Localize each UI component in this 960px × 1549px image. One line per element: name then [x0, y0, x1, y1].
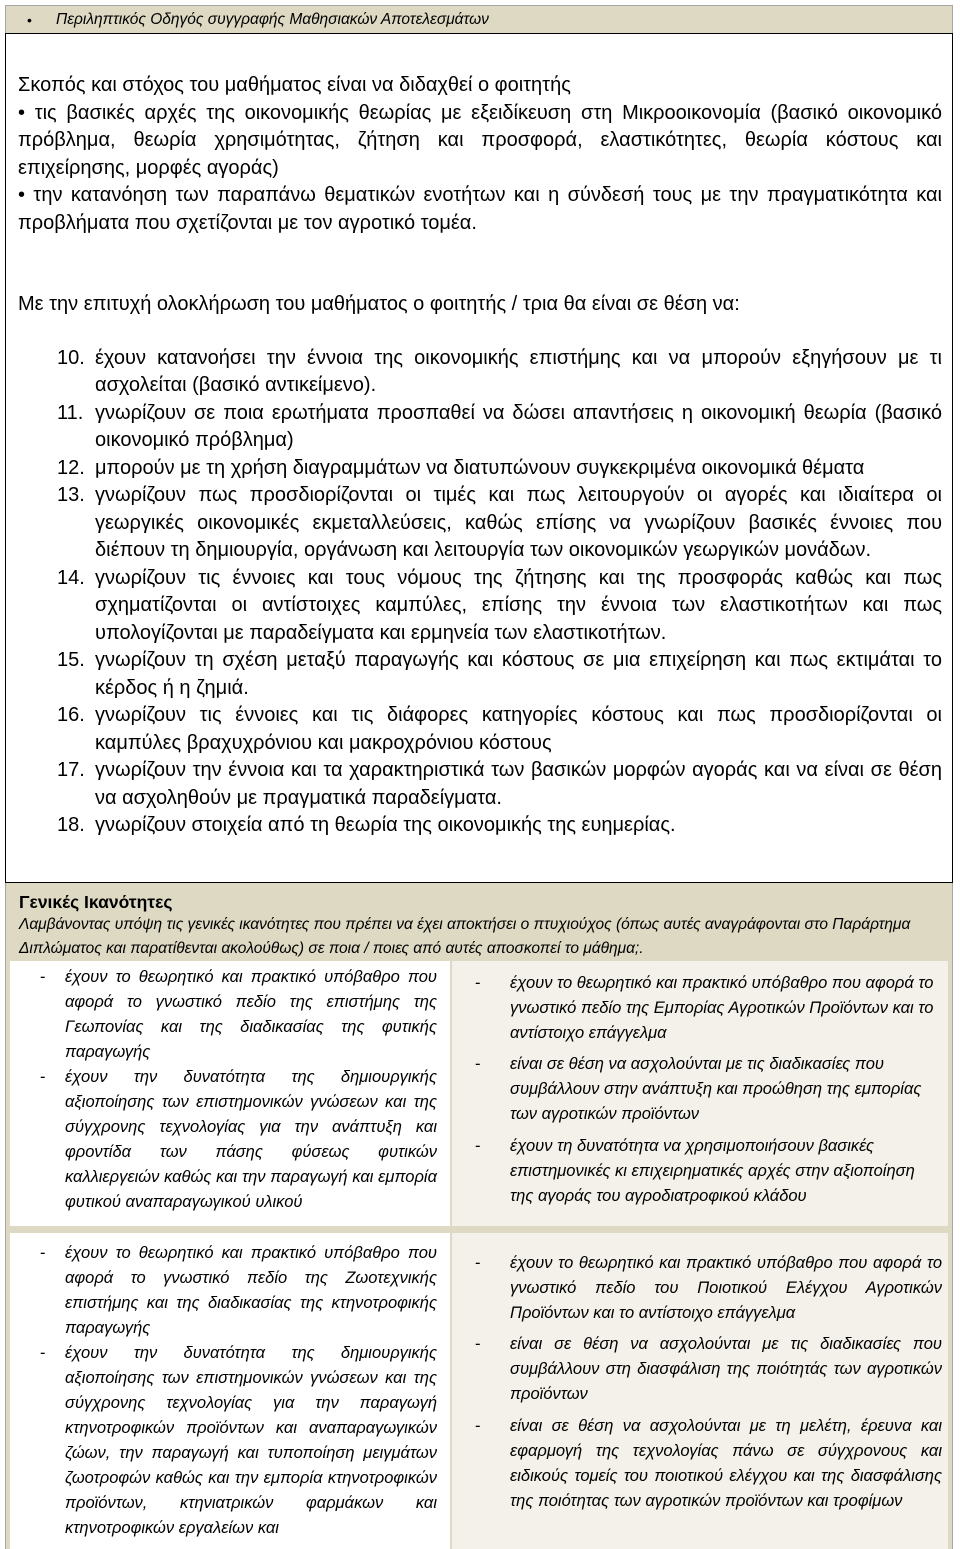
competences-description: Λαμβάνοντας υπόψη τις γενικές ικανότητες που πρέπει να έχει αποκτήσει ο πτυχιούχος (όπως αυτές αναγράφονται στο Παράρτημα Διπλώματος και παρατίθενται ακολούθως) σε ποια / ποιες από αυτές αποσκοπεί το μάθημα;.: [19, 916, 911, 957]
competences-cell-right: [452, 961, 948, 1226]
competence-text: είναι σε θέση να ασχολούνται με τη μελέτη, έρευνα και εφαρμογή της τεχνολογίας πάνω σε σύγχρονους και ειδικούς τομείς του ποιοτικού ελέγχου και της διασφάλισης της ποιότητας των αγροτικών προϊόντων και τροφίμων: [510, 1416, 942, 1510]
competence-text: είναι σε θέση να ασχολούνται με τις διαδικασίες που συμβάλλουν στην ανάπτυξη και προώθηση της εμπορίας των αγροτικών προϊόντων: [510, 1055, 922, 1123]
outcome-text: γνωρίζουν τις έννοιες και τους νόμους της ζήτησης και της προσφοράς καθώς και πως σχηματίζονται οι αντίστοιχες καμπύλες, επίσης την έννοια των ελαστικοτήτων και πως υπολογίζονται με παραδείγματα και ερμηνεία των ελαστικοτήτων.: [95, 566, 942, 644]
header-title: Περιληπτικός Οδηγός συγγραφής Μαθησιακών Αποτελεσμάτων: [56, 10, 489, 28]
dash-bullet-icon: -: [475, 1136, 481, 1155]
dash-bullet-icon: -: [475, 973, 481, 992]
competence-text: έχουν την δυνατότητα της δημιουργικής αξιοποίησης των επιστημονικών γνώσεων και της σύγχρονης τεχνολογίας για την παραγωγή κτηνοτροφικών προϊόντων και αναπαραγωγικών ζώων, την παραγωγή και τυποποίηση μειγμάτων ζωοτροφών καθώς και την εμπορία κτηνοτροφικών προϊόντων, κτηνιατρικών φαρμάκων και κτηνοτροφικών εργαλείων και: [65, 1343, 437, 1537]
guide-header-bar: [5, 5, 953, 33]
outcome-text: γνωρίζουν σε ποια ερωτήματα προσπαθεί να δώσει απαντήσεις η οικονομική θεωρία (βασικό οικονομικό πρόβλημα): [95, 401, 942, 451]
outcome-number: 16.: [57, 704, 85, 726]
learning-outcome-item: [18, 647, 942, 702]
competence-text: έχουν το θεωρητικό και πρακτικό υπόβαθρο που αφορά το γνωστικό πεδίο της Εμπορίας Αγροτικών Προϊόντων και το αντίστοιχο επάγγελμα: [510, 973, 934, 1042]
competence-text: έχουν το θεωρητικό και πρακτικό υπόβαθρο που αφορά το γνωστικό πεδίο της επιστήμης της Γεωπονίας και της διαδικασίας της φυτικής παραγωγής: [65, 967, 437, 1061]
competences-cell-left: [10, 1233, 450, 1549]
outcomes-intro: Με την επιτυχή ολοκλήρωση του μαθήματος ο φοιτητής / τρια θα είναι σε θέση να:: [18, 293, 740, 315]
competence-text: είναι σε θέση να ασχολούνται με τις διαδικασίες που συμβάλλουν στη διασφάλιση της ποιότητάς των αγροτικών προϊόντων: [510, 1335, 942, 1403]
competence-text: έχουν την δυνατότητα της δημιουργικής αξιοποίησης των επιστημονικών γνώσεων και της σύγχρονης τεχνολογίας για την ανάπτυξη και φροντίδα των πάσης φύσεως φυτικών καλλιεργειών καθώς και την παραγωγή και εμπορία φυτικού αναπαραγωγικού υλικού: [65, 1067, 437, 1211]
competence-item: [475, 1332, 942, 1407]
competence-item: [40, 1065, 437, 1215]
competence-text: έχουν το θεωρητικό και πρακτικό υπόβαθρο που αφορά το γνωστικό πεδίο του Ποιοτικού Ελέγχου Αγροτικών Προϊόντων και το αντίστοιχο επάγγελμα: [510, 1253, 942, 1322]
dash-bullet-icon: -: [475, 1253, 481, 1272]
purpose-point: • την κατανόηση των παραπάνω θεματικών ενοτήτων και η σύνδεσή τους με την πραγματικότητα και προβλήματα που σχετίζονται με τον αγροτικό τομέα.: [18, 184, 942, 234]
competences-cell-left: [10, 961, 450, 1226]
competence-text: έχουν το θεωρητικό και πρακτικό υπόβαθρο που αφορά το γνωστικό πεδίο της Ζωοτεχνικής επιστήμης και της διαδικασίας της κτηνοτροφικής παραγωγής: [65, 1243, 437, 1337]
outcome-number: 12.: [57, 456, 85, 479]
course-objectives-box: [5, 33, 953, 883]
competence-item: [475, 1052, 942, 1127]
purpose-point: • τις βασικές αρχές της οικονομικής θεωρίας με εξειδίκευση στη Μικροοικονομία (βασικό οικονομικό πρόβλημα, θεωρία χρησιμότητας, ζήτηση και προσφορά, ελαστικότητες, θεωρία κόστους και επιχείρησης, μορφές αγοράς): [18, 101, 942, 179]
competence-item: [475, 1134, 942, 1209]
learning-outcome-item: [18, 345, 942, 400]
outcome-text: γνωρίζουν τη σχέση μεταξύ παραγωγής και κόστους σε μια επιχείρηση και πως εκτιμάται το κέρδος ή η ζημιά.: [95, 649, 942, 699]
dash-bullet-icon: -: [40, 1243, 46, 1262]
dash-bullet-icon: -: [475, 1335, 481, 1353]
learning-outcomes-list: [18, 345, 942, 840]
outcome-text: γνωρίζουν στοιχεία από τη θεωρία της οικονομικής της ευημερίας.: [95, 814, 676, 836]
outcome-text: γνωρίζουν την έννοια και τα χαρακτηριστικά των βασικών μορφών αγοράς και να είναι σε θέση να ασχοληθούν με πραγματικά παραδείγματα.: [95, 759, 942, 809]
competences-cell-right: [452, 1233, 948, 1549]
competences-table: [6, 961, 952, 1549]
purpose-intro: Σκοπός και στόχος του μαθήματος είναι να διδαχθεί ο φοιτητής: [18, 74, 571, 96]
outcome-number: 11.: [57, 401, 84, 424]
dash-bullet-icon: -: [40, 967, 46, 986]
dash-bullet-icon: -: [475, 1416, 481, 1435]
learning-outcome-item: [18, 482, 942, 565]
competence-item: [475, 1414, 942, 1514]
learning-outcome-item: [18, 400, 942, 455]
competences-row: [10, 1233, 948, 1549]
dash-bullet-icon: -: [40, 1343, 46, 1362]
outcome-number: 18.: [57, 814, 85, 836]
learning-outcome-item: [18, 565, 942, 648]
learning-outcome-item: [18, 812, 942, 840]
competence-item: [40, 1241, 437, 1341]
outcome-number: 15.: [57, 649, 85, 671]
competence-item: [475, 1251, 942, 1326]
competences-title: Γενικές Ικανότητες: [19, 892, 173, 912]
outcome-text: γνωρίζουν πως προσδιορίζονται οι τιμές και πως λειτουργούν οι αγορές και ιδιαίτερα οι γεωργικές οικονομικές εκμεταλλεύσεις, καθώς επίσης να γνωρίζουν βασικές έννοιες που διέπουν τη δημιουργία, οργάνωση και λειτουργία των οικονομικών γεωργικών μονάδων.: [95, 484, 942, 561]
competence-item: [40, 1341, 437, 1541]
learning-outcome-item: [18, 757, 942, 812]
outcome-number: 14.: [57, 566, 85, 589]
dash-bullet-icon: -: [475, 1055, 481, 1073]
header-bullet-icon: •: [27, 11, 32, 28]
outcome-number: 13.: [57, 484, 85, 506]
competence-item: [40, 965, 437, 1065]
outcome-text: μπορούν με τη χρήση διαγραμμάτων να διατυπώνουν συγκεκριμένα οικονομικά θέματα: [95, 456, 865, 479]
competence-item: [475, 971, 942, 1046]
competences-row: [10, 961, 948, 1226]
outcome-text: έχουν κατανοήσει την έννοια της οικονομικής επιστήμης και να μπορούν εξηγήσουν με τι ασχολείται (βασικό αντικείμενο).: [95, 346, 942, 396]
learning-outcome-item: [18, 702, 942, 757]
learning-outcome-item: [18, 455, 942, 483]
general-competences-section: [5, 883, 953, 1549]
dash-bullet-icon: -: [40, 1067, 46, 1086]
outcome-text: γνωρίζουν τις έννοιες και τις διάφορες κατηγορίες κόστους και πως προσδιορίζονται οι καμπύλες βραχυχρόνιου και μακροχρόνιου κόστους: [95, 704, 942, 754]
outcome-number: 10.: [57, 346, 85, 369]
outcome-number: 17.: [57, 759, 85, 781]
competence-text: έχουν τη δυνατότητα να χρησιμοποιήσουν βασικές επιστημονικές κι επιχειρηματικές αρχές στην αξιοποίηση της αγοράς του αγροδιατροφικού κλάδου: [510, 1136, 915, 1205]
